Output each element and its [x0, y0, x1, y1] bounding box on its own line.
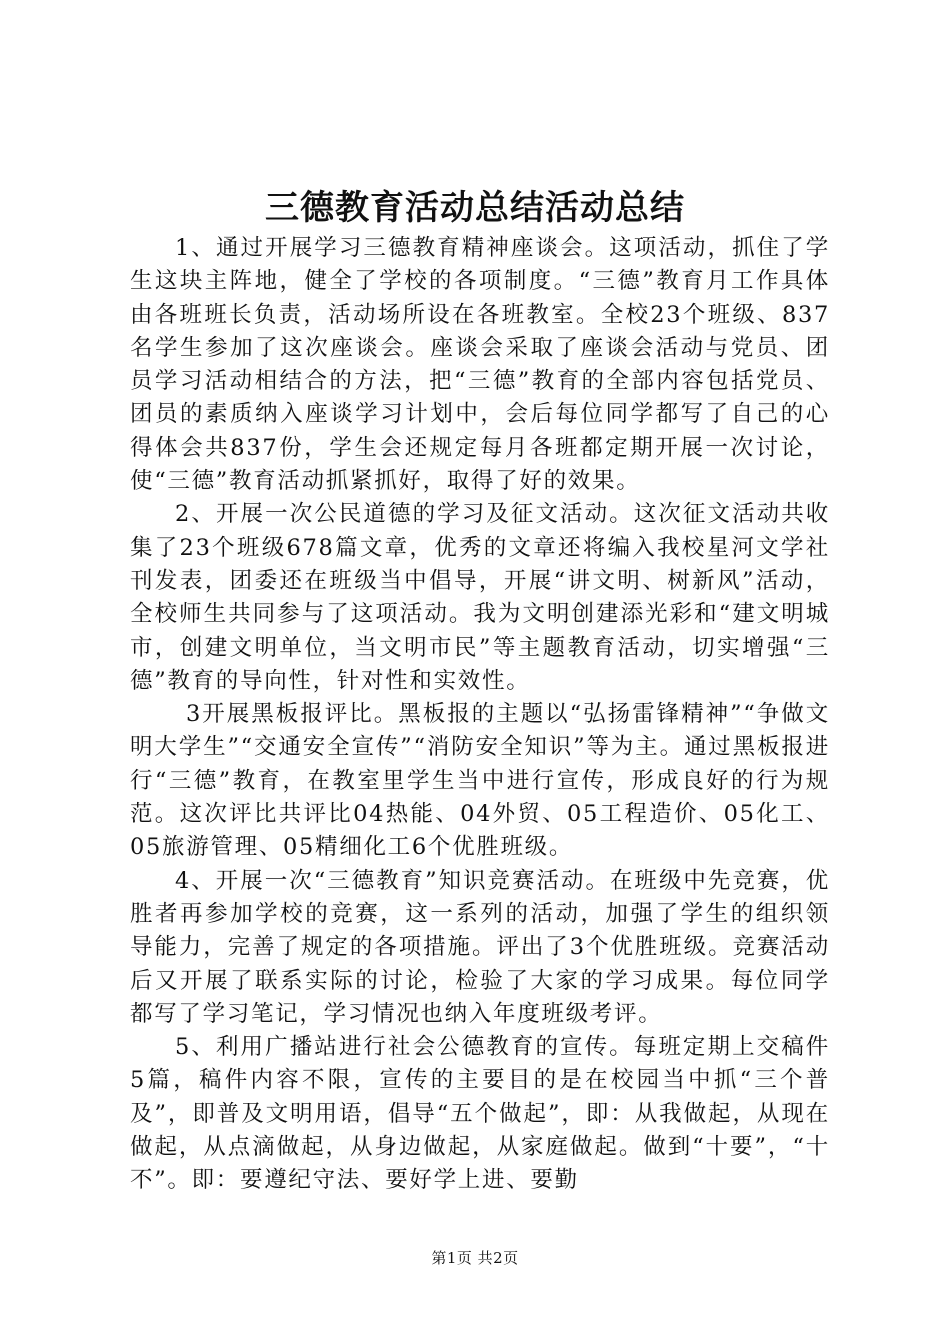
- paragraph-2: 2、开展一次公民道德的学习及征文活动。这次征文活动共收集了23个班级678篇文章，优秀的文章还将编入我校星河文学社刊发表，团委还在班级当中倡导，开展“讲文明、树新风”活动，全校师生共同参与了这项活动。我为文明创建添光彩和“建文明城市，创建文明单位，当文明市民”等主题教育活动，切实增强“三德”教育的导向性，针对性和实效性。: [130, 501, 830, 694]
- page-number-footer: 第1页 共2页: [431, 1249, 519, 1267]
- paragraph-3: 3开展黑板报评比。黑板报的主题以“弘扬雷锋精神”“争做文明大学生”“交通安全宣传”“消防安全知识”等为主。通过黑板报进行“三德”教育，在教室里学生当中进行宣传，形成良好的行为规范。这次评比共评比04热能、04外贸、05工程造价、05化工、05旅游管理、05精细化工6个优胜班级。: [130, 701, 830, 861]
- document-body: [130, 232, 830, 1198]
- paragraph-4: 4、开展一次“三德教育”知识竞赛活动。在班级中先竞赛，优胜者再参加学校的竞赛，这一系列的活动，加强了学生的组织领导能力，完善了规定的各项措施。评出了3个优胜班级。竞赛活动后又开展了联系实际的讨论，检验了大家的学习成果。每位同学都写了学习笔记，学习情况也纳入年度班级考评。: [130, 867, 830, 1027]
- paragraph-5: 5、利用广播站进行社会公德教育的宣传。每班定期上交稿件5篇，稿件内容不限，宣传的主要目的是在校园当中抓“三个普及”，即普及文明用语，倡导“五个做起”，即：从我做起，从现在做起，从点滴做起，从身边做起，从家庭做起。做到“十要”，“十不”。即：要遵纪守法、要好学上进、要勤: [130, 1034, 830, 1194]
- document-title: 三德教育活动总结活动总结: [265, 188, 685, 228]
- paragraph-1: 1、通过开展学习三德教育精神座谈会。这项活动，抓住了学生这块主阵地，健全了学校的各项制度。“三德”教育月工作具体由各班班长负责，活动场所设在各班教室。全校23个班级、837名学生参加了这次座谈会。座谈会采取了座谈会活动与党员、团员学习活动相结合的方法，把“三德”教育的全部内容包括党员、团员的素质纳入座谈学习计划中，会后每位同学都写了自己的心得体会共837份，学生会还规定每月各班都定期开展一次讨论，使“三德”教育活动抓紧抓好，取得了好的效果。: [130, 235, 830, 495]
